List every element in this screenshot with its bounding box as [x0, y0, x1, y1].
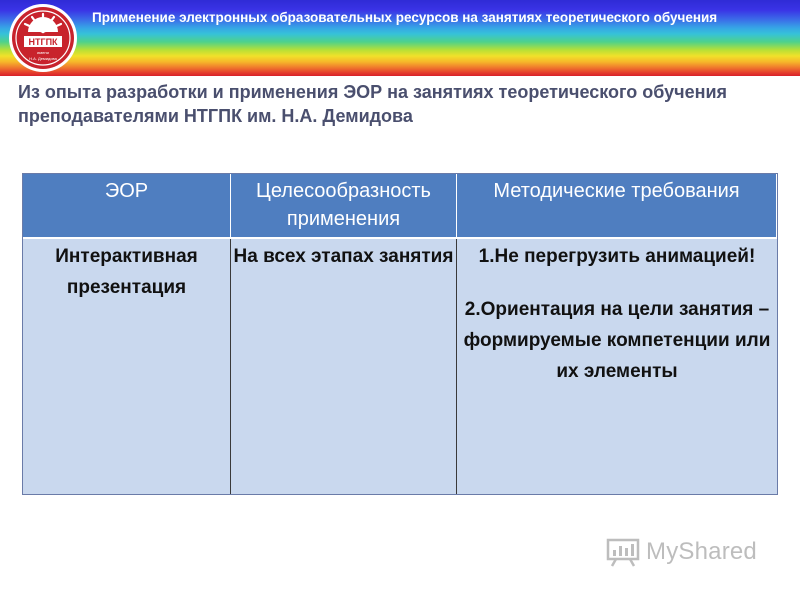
table-cell-eor — [23, 239, 231, 494]
subtitle-line-2: преподавателями НТГПК им. Н.А. Демидова — [18, 106, 413, 126]
logo-abbr: НТГПК — [28, 37, 58, 47]
table-header-requirements: Методические требования — [457, 174, 777, 239]
watermark-text: MyShared — [646, 538, 757, 565]
table-header-eor: ЭОР — [23, 174, 231, 239]
subtitle-line-1: Из опыта разработки и применения ЭОР на занятиях теоретического обучения — [18, 82, 728, 102]
requirements-table — [22, 173, 778, 495]
cell-expediency-text: На всех этапах занятия — [233, 246, 454, 267]
requirement-item-1: 1.Не перегрузить анимацией! — [478, 246, 756, 267]
college-logo-icon — [6, 2, 80, 74]
slide-subtitle — [18, 80, 798, 128]
table-cell-requirements — [457, 239, 777, 494]
presentation-board-icon — [606, 537, 640, 567]
logo-caption-2: Н.А. Демидова — [29, 56, 57, 61]
table-header-expediency: Целесообразность применения — [231, 174, 457, 239]
watermark — [606, 537, 757, 567]
logo-caption-1: имени — [37, 50, 49, 55]
rainbow-header — [0, 0, 800, 76]
table-cell-expediency — [231, 239, 457, 494]
requirement-item-2: 2.Ориентация на цели занятия – формируемые компетенции или их элементы — [463, 299, 771, 382]
cell-eor-text: Интерактивная презентация — [55, 246, 198, 298]
header-title: Применение электронных образовательных ресурсов на занятиях теоретического обучения — [92, 10, 718, 25]
